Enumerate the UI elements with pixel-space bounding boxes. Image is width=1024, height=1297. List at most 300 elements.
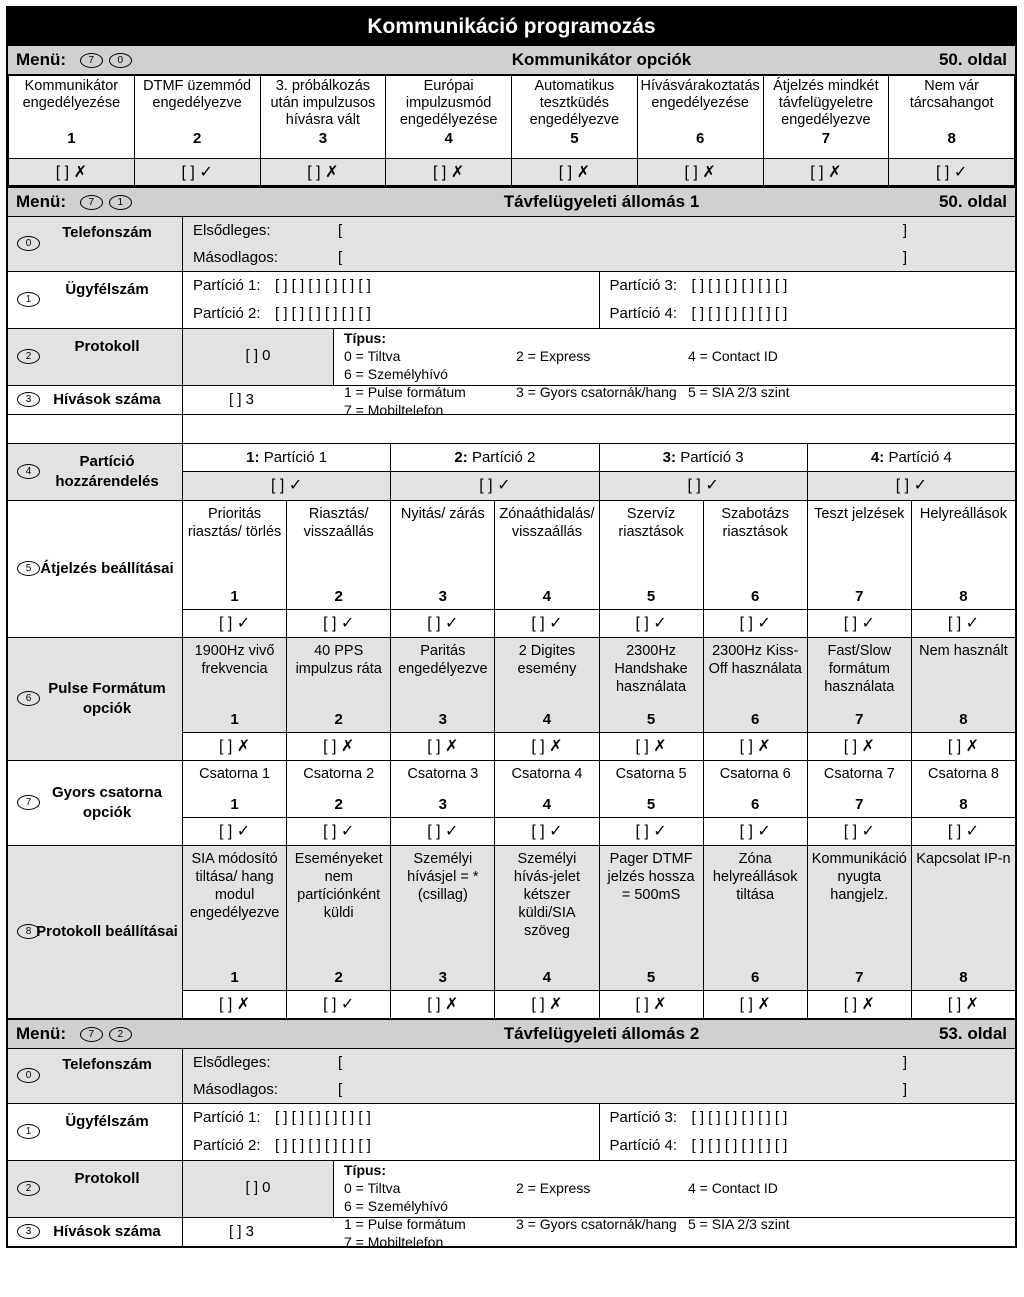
option-number: 5 <box>570 130 579 147</box>
partition-number: 3: <box>662 449 677 466</box>
option-number: 7 <box>855 969 864 986</box>
option-checkbox[interactable]: [ ] ✓ <box>287 818 390 845</box>
bracket-open: [ <box>338 249 343 266</box>
partition-checkbox[interactable]: [ ] ✓ <box>479 477 511 494</box>
partition-number: 1: <box>246 449 260 466</box>
menu-label: Menü: <box>16 192 67 211</box>
type-entry: 4 = Contact ID <box>688 1180 778 1196</box>
option-checkbox[interactable]: [ ] ✗ <box>704 991 807 1018</box>
option-label: 2300Hz Handshake használata <box>614 643 688 695</box>
menu-title: Távfelügyeleti állomás 2 <box>503 1024 700 1043</box>
option-number: 6 <box>751 796 760 813</box>
option-cell <box>912 501 1015 610</box>
type-line <box>344 1179 1015 1215</box>
option-number: 1 <box>230 969 239 986</box>
section-label <box>8 329 183 385</box>
section-label <box>8 386 183 414</box>
section-label <box>8 501 183 637</box>
type-line <box>344 347 1015 383</box>
page-ref: 50. oldal <box>938 192 1007 211</box>
option-number: 7 <box>855 588 864 605</box>
option-number: 7 <box>855 796 864 813</box>
option-checkbox[interactable]: [ ] ✗ <box>183 991 286 1018</box>
key-4: 4 <box>17 464 40 479</box>
type-line <box>344 383 1015 419</box>
option-column <box>600 846 704 1018</box>
type-entry: 1 = Pulse formátum <box>344 384 466 400</box>
option-label: Kommunikátor engedélyezése <box>22 78 121 111</box>
option-cell <box>600 638 703 733</box>
option-checkbox[interactable]: [ ] ✓ <box>183 818 286 845</box>
option-column <box>391 761 495 845</box>
option-section <box>8 846 1015 1018</box>
section-label <box>8 1161 183 1217</box>
option-label: DTMF üzemmód engedélyezve <box>143 78 252 111</box>
option-checkbox[interactable]: [ ] ✗ <box>495 991 598 1018</box>
partition-label <box>391 444 598 472</box>
type-entry: 6 = Személyhívó <box>344 1198 448 1214</box>
option-checkbox[interactable]: [ ] ✓ <box>183 610 286 637</box>
option-column <box>183 501 287 637</box>
account-field[interactable] <box>600 300 1016 328</box>
account-field[interactable] <box>183 300 599 328</box>
option-column <box>600 761 704 845</box>
type-line <box>344 1215 1015 1251</box>
field-label: Partíció 1: <box>193 277 261 294</box>
section-title: Hívások száma <box>53 1223 161 1240</box>
option-section <box>8 638 1015 761</box>
option-checkbox[interactable]: [ ] ✓ <box>808 818 911 845</box>
option-label: Helyreállások <box>919 506 1007 522</box>
option-checkbox[interactable]: [ ] ✗ <box>512 159 638 186</box>
option-checkbox[interactable]: [ ] ✗ <box>391 733 494 760</box>
bracket-open: [ <box>338 222 343 239</box>
partition-checkbox[interactable]: [ ] ✓ <box>687 477 719 494</box>
option-number: 1 <box>230 588 239 605</box>
account-column <box>600 272 1016 328</box>
option-cell <box>763 76 889 159</box>
field-brackets: [ ] [ ] [ ] [ ] [ ] [ ] <box>275 305 371 322</box>
option-cell <box>183 501 286 610</box>
option-checkbox[interactable]: [ ] ✓ <box>134 159 260 186</box>
option-checkbox[interactable]: [ ] ✓ <box>495 610 598 637</box>
protocol-types <box>334 1161 1015 1250</box>
option-column <box>912 761 1015 845</box>
option-column <box>391 638 495 760</box>
key-3: 3 <box>17 1224 40 1239</box>
station-2-section <box>8 1049 1015 1250</box>
option-checkbox[interactable]: [ ] ✗ <box>287 733 390 760</box>
option-checkbox[interactable]: [ ] ✗ <box>912 991 1015 1018</box>
option-cell <box>808 761 911 818</box>
option-number: 3 <box>438 588 447 605</box>
key-2: 2 <box>17 1181 40 1196</box>
option-label: Nem használt <box>919 643 1008 659</box>
option-number: 3 <box>438 796 447 813</box>
menu-title: Kommunikátor opciók <box>511 50 692 69</box>
protocol-value[interactable]: [ ] 0 <box>183 1161 334 1217</box>
option-number: 1 <box>67 130 76 147</box>
type-entry: 7 = Mobiltelefon <box>344 1234 444 1250</box>
option-number: 6 <box>751 969 760 986</box>
option-column <box>912 846 1015 1018</box>
option-label: Szabotázs riasztások <box>721 506 790 540</box>
option-grid <box>183 846 1015 1018</box>
option-column <box>808 846 912 1018</box>
secondary-phone-field[interactable] <box>183 1076 1015 1103</box>
option-label: Csatorna 8 <box>927 766 999 782</box>
option-checkbox[interactable]: [ ] ✗ <box>600 733 703 760</box>
key-0: 0 <box>17 236 40 251</box>
type-entry: 6 = Személyhívó <box>344 366 448 382</box>
option-label: Szervíz riasztások <box>618 506 684 540</box>
option-column <box>808 501 912 637</box>
section-title: Protokoll beállításai <box>36 923 178 940</box>
section-label <box>8 1218 183 1246</box>
field-brackets: [ ] [ ] [ ] [ ] [ ] [ ] <box>691 277 788 294</box>
option-label: Zónaáthidalás/ visszaállás <box>499 506 595 540</box>
option-cell <box>287 761 390 818</box>
partition-checkbox[interactable]: [ ] ✓ <box>271 477 303 494</box>
option-checkbox[interactable]: [ ] ✓ <box>600 610 703 637</box>
type-entry: 0 = Tiltva <box>344 1180 401 1196</box>
field-brackets: [ ] [ ] [ ] [ ] [ ] [ ] <box>275 277 371 294</box>
field-label: Elsődleges: <box>193 222 271 239</box>
field-label: Partíció 2: <box>193 305 261 322</box>
option-number: 4 <box>542 711 552 728</box>
option-label: Csatorna 2 <box>303 766 375 782</box>
option-grid <box>183 761 1015 845</box>
option-cell <box>9 76 135 159</box>
option-checkbox[interactable]: [ ] ✓ <box>287 610 390 637</box>
section-title: Hívások száma <box>53 391 161 408</box>
partition-row <box>8 444 1015 501</box>
partition-label <box>808 444 1015 472</box>
key-0: 0 <box>109 53 132 68</box>
type-entry: 2 = Express <box>516 1180 591 1196</box>
option-cell <box>391 846 494 991</box>
option-column <box>287 638 391 760</box>
account-field[interactable] <box>183 272 599 300</box>
calls-value[interactable]: [ ] 3 <box>229 1223 255 1240</box>
partition-number: 2: <box>454 449 468 466</box>
communicator-options-table <box>8 75 1015 186</box>
section-title: Gyors csatorna opciók <box>51 784 163 821</box>
phone-fields <box>183 217 1015 271</box>
account-column <box>600 1104 1016 1160</box>
option-number: 3 <box>438 969 447 986</box>
option-label: Teszt jelzések <box>814 506 905 522</box>
key-6: 6 <box>17 691 40 706</box>
section-label <box>8 444 183 500</box>
type-title: Típus: <box>344 330 386 346</box>
option-cell <box>386 76 512 159</box>
account-field[interactable] <box>183 1104 599 1132</box>
option-number: 2 <box>334 588 343 605</box>
option-checkbox[interactable]: [ ] ✗ <box>260 159 386 186</box>
account-fields <box>183 1104 1015 1160</box>
option-label: Eseményeket nem partíciónként küldi <box>294 851 383 921</box>
option-column <box>287 846 391 1018</box>
blank-row <box>8 415 1015 444</box>
option-number: 2 <box>334 969 343 986</box>
calls-value[interactable]: [ ] 3 <box>229 391 255 408</box>
field-brackets <box>338 1049 1015 1076</box>
field-brackets <box>338 217 1015 244</box>
section-title: Pulse Formátum opciók <box>48 680 166 717</box>
option-checkbox[interactable]: [ ] ✗ <box>600 991 703 1018</box>
option-checkbox[interactable]: [ ] ✗ <box>912 733 1015 760</box>
option-label: Riasztás/ visszaállás <box>303 506 374 540</box>
account-column <box>183 1104 600 1160</box>
option-checkbox[interactable]: [ ] ✓ <box>287 991 390 1018</box>
field-label: Másodlagos: <box>193 1081 279 1098</box>
option-number: 6 <box>751 588 760 605</box>
option-checkbox[interactable]: [ ] ✗ <box>637 159 763 186</box>
option-checkbox[interactable]: [ ] ✓ <box>391 818 494 845</box>
option-checkbox[interactable]: [ ] ✗ <box>9 159 135 186</box>
partition-grid <box>183 444 1015 500</box>
section-title: Ügyfélszám <box>65 281 149 298</box>
option-checkbox[interactable]: [ ] ✓ <box>704 610 807 637</box>
key-2: 2 <box>109 1027 132 1042</box>
field-label: Partíció 3: <box>609 1109 678 1126</box>
option-checkbox[interactable]: [ ] ✗ <box>808 733 911 760</box>
field-label: Másodlagos: <box>193 249 279 266</box>
option-column <box>704 846 808 1018</box>
option-number: 8 <box>959 796 968 813</box>
option-checkbox[interactable]: [ ] ✗ <box>495 733 598 760</box>
option-column <box>600 501 704 637</box>
option-cell <box>134 76 260 159</box>
option-label: Csatorna 1 <box>199 766 271 782</box>
option-checkbox[interactable]: [ ] ✗ <box>391 991 494 1018</box>
primary-phone-field[interactable] <box>183 1049 1015 1076</box>
option-cell <box>704 501 807 610</box>
option-label: SIA módosító tiltása/ hang modul engedélyezve <box>189 851 280 921</box>
option-cell <box>704 761 807 818</box>
option-grid <box>183 638 1015 760</box>
partition-label <box>183 444 390 472</box>
field-brackets <box>338 244 1015 271</box>
option-cell <box>391 501 494 610</box>
option-label: 40 PPS impulzus ráta <box>295 643 382 677</box>
option-label: Átjelzés mindkét távfelügyeletre engedélyezve <box>773 78 879 128</box>
protocol-value[interactable]: [ ] 0 <box>183 329 334 385</box>
bracket-close: ] <box>902 1081 907 1098</box>
partition-label <box>600 444 807 472</box>
option-number: 5 <box>646 711 656 728</box>
option-checkbox[interactable]: [ ] ✗ <box>763 159 889 186</box>
option-cell <box>512 76 638 159</box>
option-checkbox[interactable]: [ ] ✓ <box>704 818 807 845</box>
option-checkbox[interactable]: [ ] ✗ <box>808 991 911 1018</box>
account-row <box>8 272 1015 329</box>
key-2: 2 <box>17 349 40 364</box>
key-7: 7 <box>80 1027 103 1042</box>
partition-name: Partíció 4 <box>888 449 952 466</box>
option-cell <box>495 638 598 733</box>
option-checkbox[interactable]: [ ] ✓ <box>600 818 703 845</box>
option-number: 4 <box>542 969 552 986</box>
option-number: 5 <box>646 796 656 813</box>
option-column <box>495 638 599 760</box>
option-label: Hívásvárakoztatás engedélyezése <box>640 78 760 111</box>
option-checkbox[interactable]: [ ] ✗ <box>704 733 807 760</box>
account-row <box>8 1104 1015 1161</box>
type-entry: 2 = Express <box>516 348 591 364</box>
option-cell <box>912 846 1015 991</box>
field-label: Partíció 4: <box>609 305 678 322</box>
option-cell <box>912 638 1015 733</box>
option-checkbox[interactable]: [ ] ✗ <box>386 159 512 186</box>
secondary-phone-field[interactable] <box>183 244 1015 271</box>
field-brackets: [ ] [ ] [ ] [ ] [ ] [ ] <box>691 1109 788 1126</box>
option-number: 4 <box>444 130 453 147</box>
field-brackets: [ ] [ ] [ ] [ ] [ ] [ ] <box>691 1137 788 1154</box>
field-label: Partíció 2: <box>193 1137 261 1154</box>
section-title: Ügyfélszám <box>65 1113 149 1130</box>
option-checkbox[interactable]: [ ] ✓ <box>912 610 1015 637</box>
option-cell <box>183 638 286 733</box>
option-number: 7 <box>855 711 864 728</box>
option-number: 3 <box>318 130 328 147</box>
option-column <box>391 846 495 1018</box>
option-column <box>495 761 599 845</box>
account-column <box>183 272 600 328</box>
page-ref: 50. oldal <box>938 50 1007 69</box>
option-cell <box>600 501 703 610</box>
menu-label: Menü: <box>16 50 67 69</box>
option-column <box>704 638 808 760</box>
station-1-options <box>8 415 1015 1018</box>
partition-number: 4: <box>870 449 885 466</box>
key-5: 5 <box>17 561 40 576</box>
option-cell <box>391 761 494 818</box>
option-column <box>495 501 599 637</box>
partition-name: Partíció 3 <box>680 449 744 466</box>
option-column <box>183 638 287 760</box>
option-number: 2 <box>334 711 343 728</box>
option-checkbox[interactable]: [ ] ✓ <box>808 610 911 637</box>
option-label: Kapcsolat IP-n <box>916 851 1011 867</box>
section-title: Átjelzés beállításai <box>40 560 174 577</box>
section-label <box>8 272 183 328</box>
section-title: Telefonszám <box>62 224 152 241</box>
section-title: Partíció hozzárendelés <box>55 453 159 490</box>
primary-phone-field[interactable] <box>183 217 1015 244</box>
option-column <box>912 501 1015 637</box>
option-label: Nyitás/ zárás <box>400 506 485 522</box>
option-checkbox[interactable]: [ ] ✓ <box>912 818 1015 845</box>
option-label: Zóna helyreállások tiltása <box>712 851 798 903</box>
option-cell <box>808 501 911 610</box>
option-label: Európai impulzusmód engedélyezése <box>399 78 498 128</box>
option-label: 2300Hz Kiss-Off használata <box>708 643 802 677</box>
option-checkbox[interactable]: [ ] ✗ <box>183 733 286 760</box>
page-title: Kommunikáció programozás <box>8 8 1015 46</box>
option-column <box>287 761 391 845</box>
option-cell <box>495 501 598 610</box>
menu-title: Távfelügyeleti állomás 1 <box>503 192 700 211</box>
option-label: Automatikus tesztküdés engedélyezve <box>529 78 620 128</box>
option-label: Nem vár tárcsahangot <box>909 78 994 111</box>
option-label: 3. próbálkozás után impulzusos hívásra vált <box>270 78 376 128</box>
blank-left <box>8 415 183 443</box>
account-field[interactable] <box>600 1104 1016 1132</box>
option-cell <box>637 76 763 159</box>
option-label: Kommunikáció nyugta hangjelz. <box>811 851 907 903</box>
option-label: Csatorna 3 <box>407 766 479 782</box>
bracket-open: [ <box>338 1054 343 1071</box>
section-title: Telefonszám <box>62 1056 152 1073</box>
key-1: 1 <box>109 195 132 210</box>
option-label: Személyi hívásjel = * (csillag) <box>407 851 479 903</box>
type-entry: 3 = Gyors csatornák/hang <box>516 384 677 400</box>
bracket-close: ] <box>902 249 907 266</box>
section-title: Protokoll <box>74 338 140 355</box>
option-cell <box>912 761 1015 818</box>
option-label: Prioritás riasztás/ törlés <box>187 506 282 540</box>
partition-column <box>600 444 808 500</box>
key-7: 7 <box>17 795 40 810</box>
bracket-close: ] <box>902 1054 907 1071</box>
type-entry: 0 = Tiltva <box>344 348 401 364</box>
option-cell <box>889 76 1015 159</box>
option-column <box>183 761 287 845</box>
partition-column <box>808 444 1015 500</box>
option-cell <box>808 638 911 733</box>
account-field[interactable] <box>600 1132 1016 1160</box>
option-number: 6 <box>695 130 705 147</box>
option-number: 6 <box>751 711 760 728</box>
option-cell <box>600 846 703 991</box>
option-cell <box>183 761 286 818</box>
option-checkbox[interactable]: [ ] ✓ <box>889 159 1015 186</box>
option-checkbox[interactable]: [ ] ✓ <box>391 610 494 637</box>
option-number: 5 <box>646 588 656 605</box>
account-field[interactable] <box>183 1132 599 1160</box>
type-entry: 5 = SIA 2/3 szint <box>688 1216 790 1232</box>
partition-checkbox[interactable]: [ ] ✓ <box>895 477 927 494</box>
type-entry: 4 = Contact ID <box>688 348 778 364</box>
option-label: Csatorna 5 <box>615 766 687 782</box>
key-0: 0 <box>17 1068 40 1083</box>
option-cell <box>287 638 390 733</box>
option-number: 4 <box>542 796 552 813</box>
option-cell <box>704 846 807 991</box>
document <box>6 6 1017 1248</box>
menu-header-71 <box>8 186 1015 217</box>
section-label <box>8 217 183 271</box>
option-label: Paritás engedélyezve <box>398 643 488 677</box>
option-label: 2 Digites esemény <box>517 643 577 677</box>
option-label: Fast/Slow formátum használata <box>824 643 895 695</box>
option-label: 1900Hz vivő frekvencia <box>194 643 275 677</box>
option-cell <box>183 846 286 991</box>
option-number: 4 <box>542 588 552 605</box>
account-field[interactable] <box>600 272 1016 300</box>
option-checkbox[interactable]: [ ] ✓ <box>495 818 598 845</box>
option-cell <box>704 638 807 733</box>
option-cell <box>287 846 390 991</box>
key-8: 8 <box>17 924 40 939</box>
section-label <box>8 761 183 845</box>
field-label: Partíció 4: <box>609 1137 678 1154</box>
phone-row <box>8 1049 1015 1104</box>
section-label <box>8 1049 183 1103</box>
option-column <box>704 761 808 845</box>
